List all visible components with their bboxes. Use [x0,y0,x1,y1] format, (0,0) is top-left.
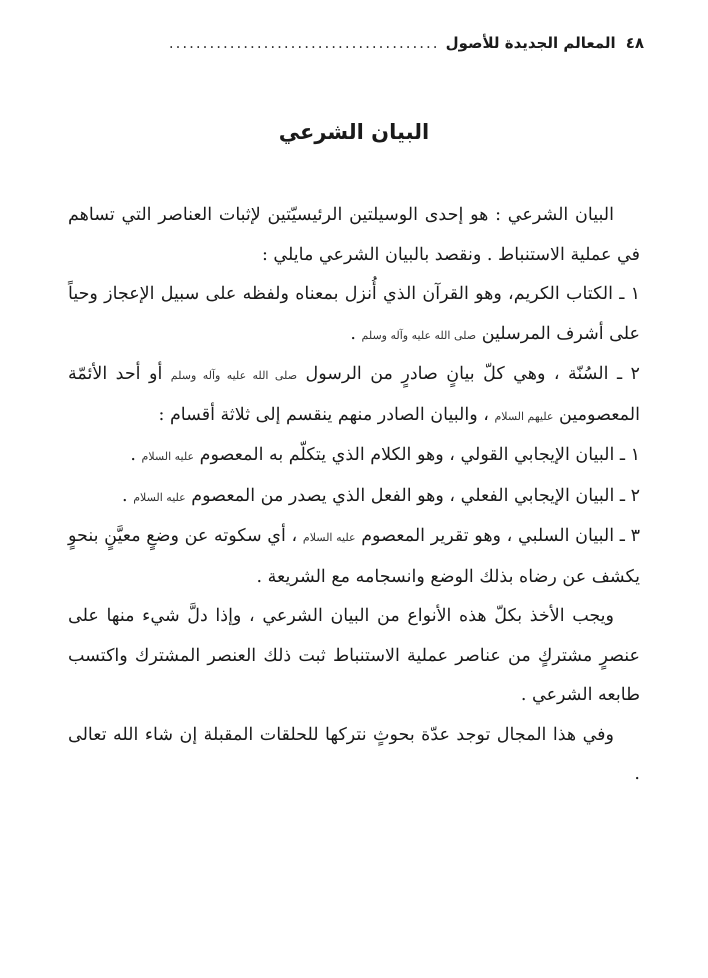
period: . [122,485,128,506]
action-text: ٢ ـ البيان الإيجابي الفعلي ، وهو الفعل الذي يصدر من المعصوم [191,485,640,506]
header-dot-leader: ........................................ [168,34,440,52]
paragraph-verbal [68,436,640,477]
honorific-imams: عليهم السلام [494,409,554,423]
honorific-imam-2: عليه السلام [133,490,186,504]
sunna-text-b: أو أحد الأئمّة المعصومين [68,364,640,425]
honorific-imam-3: عليه السلام [302,531,356,544]
page-header [70,30,644,56]
sunna-text-c: ، والبيان الصادر منهم ينقسم إلى ثلاثة أقسام : [158,404,489,425]
paragraph-obligation: ويجب الأخذ بكلّ هذه الأنواع من البيان الشرعي ، وإذا دلَّ شيء منها على عنصرٍ مشتركٍ من عناصر عملية الاستنباط ثبت ذلك العنصر المشترك واكتسب طابعه الشرعي . [68,606,640,705]
period: . [130,445,136,465]
negative-text-a: ٣ ـ البيان السلبي ، وهو تقرير المعصوم [361,526,640,546]
paragraph-negative [68,517,640,597]
period: . [350,323,356,344]
paragraph-book [68,275,640,355]
paragraph-sunna [68,355,640,436]
honorific-imam-1: عليه السلام [141,450,195,463]
negative-text-b: ، أي سكوته عن وضعٍ معيَّنٍ بنحوٍ يكشف عن رضاه بذلك الوضع وانسجامه مع الشريعة . [68,526,640,587]
paragraph-definition: البيان الشرعي : هو إحدى الوسيلتين الرئيسيّتين لإثبات العناصر التي تساهم في عملية الاستنباط . ونقصد بالبيان الشرعي مايلي : [68,205,640,265]
running-title: المعالم الجديدة للأصول [445,34,616,52]
honorific-prophet-1: صلى الله عليه وآله وسلم [361,328,477,342]
section-title: البيان الشرعي [278,120,430,144]
honorific-prophet-2: صلى الله عليه وآله وسلم [170,369,298,382]
sunna-text-a: ٢ ـ السُنّة ، وهي كلّ بيانٍ صادرٍ من الرسول [305,364,640,384]
body-text [68,196,640,795]
paragraph-closing: وفي هذا المجال توجد عدّة بحوثٍ نتركها للحلقات المقبلة إن شاء الله تعالى . [68,724,640,784]
page-number: ٤٨ [625,34,644,52]
book-text: ١ ـ الكتاب الكريم، وهو القرآن الذي أُنزل بمعناه ولفظه على سبيل الإعجاز وحياً على أشرف المرسلين [68,284,640,344]
paragraph-action [68,477,640,518]
verbal-text: ١ ـ البيان الإيجابي القولي ، وهو الكلام الذي يتكلّم به المعصوم [199,445,640,465]
